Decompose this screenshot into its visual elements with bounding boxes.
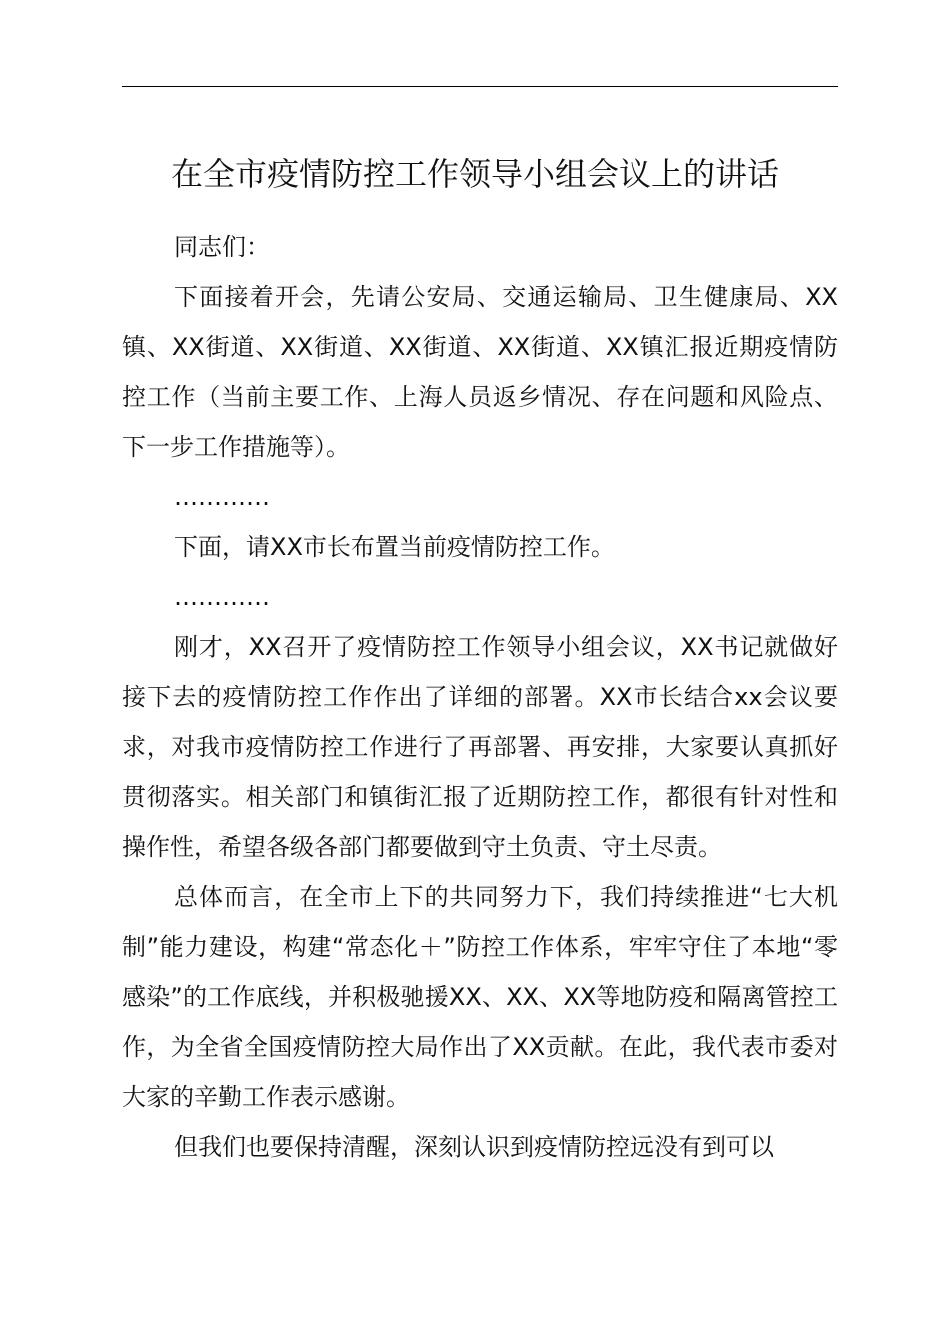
greeting-paragraph: 同志们：	[174, 233, 270, 261]
document-title: 在全市疫情防控工作领导小组会议上的讲话	[170, 155, 779, 193]
summary-paragraph: 刚才，XX召开了疫情防控工作领导小组会议，XX书记就做好接下去的疫情防控工作作出了详细的部署。XX市长结合xx会议要求，对我市疫情防控工作进行了再部署、再安排，大家要认真抓好贯彻落实。相关部门和镇街汇报了近期防控工作，都很有针对性和操作性，希望各级各部门都要做到守土负责、守土尽责。	[122, 633, 838, 861]
ellipsis-paragraph: …………	[174, 483, 270, 511]
caution-paragraph: 但我们也要保持清醒，深刻认识到疫情防控远没有到可以	[174, 1133, 774, 1161]
document-body	[122, 222, 838, 1172]
report-request-paragraph: 下面接着开会，先请公安局、交通运输局、卫生健康局、XX镇、XX街道、XX街道、XX街道、XX街道、XX镇汇报近期疫情防控工作（当前主要工作、上海人员返乡情况、存在问题和风险点、下一步工作措施等）。	[122, 283, 838, 461]
header-rule	[122, 86, 838, 87]
mayor-arrangement-paragraph: 下面，请XX市长布置当前疫情防控工作。	[174, 533, 615, 561]
ellipsis-paragraph: …………	[174, 583, 270, 611]
overall-paragraph: 总体而言，在全市上下的共同努力下，我们持续推进“七大机制”能力建设，构建“常态化＋”防控工作体系，牢牢守住了本地“零感染”的工作底线，并积极驰援XX、XX、XX等地防疫和隔离管控工作，为全省全国疫情防控大局作出了XX贡献。在此，我代表市委对大家的辛勤工作表示感谢。	[122, 883, 838, 1111]
